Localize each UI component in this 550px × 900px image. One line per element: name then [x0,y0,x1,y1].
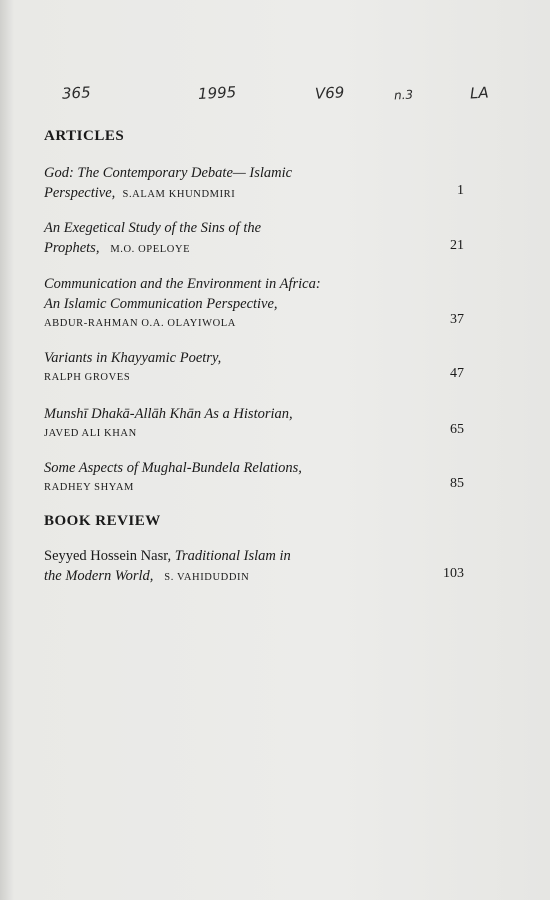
book-review-heading: BOOK REVIEW [44,513,161,529]
article-entry [44,404,464,443]
page-number: 47 [450,366,464,381]
article-title: An Exegetical Study of the Sins of the [44,220,262,236]
article-title-cont [44,183,464,205]
page-number: 85 [450,476,464,491]
article-entry [44,163,464,205]
page-number: 37 [450,312,464,327]
article-title: Perspective, [44,185,116,201]
article-author: ABDUR-RAHMAN O.A. OLAYIWOLA [44,318,236,329]
handwritten-note: 365 [61,83,92,103]
article-title: Communication and the Environment in Africa: [44,276,321,292]
review-title-cont [44,566,464,588]
article-title-cont [44,238,464,260]
article-author: RALPH GROVES [44,372,131,383]
review-author: S. VAHIDUDDIN [164,572,250,583]
page-number: 1 [457,183,464,198]
review-entry [44,546,464,588]
article-title: An Islamic Communication Perspective, [44,296,278,312]
page-number: 103 [443,566,464,581]
handwritten-note: n.3 [393,87,414,103]
article-title: Prophets, [44,240,100,256]
handwritten-note: V69 [314,83,345,103]
page-number: 21 [450,238,464,253]
handwritten-note: LA [469,83,490,103]
article-entry [44,348,464,387]
article-title: Some Aspects of Mughal-Bundela Relations, [44,460,302,476]
article-entry [44,218,464,260]
handwritten-note: 1995 [197,83,237,103]
articles-heading: ARTICLES [44,128,125,144]
article-entry [44,458,464,497]
article-entry [44,274,464,333]
review-book-title: the Modern World, [44,568,154,584]
review-book-author: Seyyed Hossein Nasr, [44,548,172,564]
review-book-title: Traditional Islam in [174,548,291,564]
article-author: RADHEY SHYAM [44,482,134,493]
review-title [44,546,464,566]
article-title: Variants in Khayyamic Poetry, [44,350,222,366]
article-title: God: The Contemporary Debate— Islamic [44,165,293,181]
article-author: S.ALAM KHUNDMIRI [122,189,236,200]
article-author: JAVED ALI KHAN [44,428,137,439]
page-number: 65 [450,422,464,437]
article-title: Munshī Dhakā-Allāh Khān As a Historian, [44,406,293,422]
article-author: M.O. OPELOYE [110,244,191,255]
